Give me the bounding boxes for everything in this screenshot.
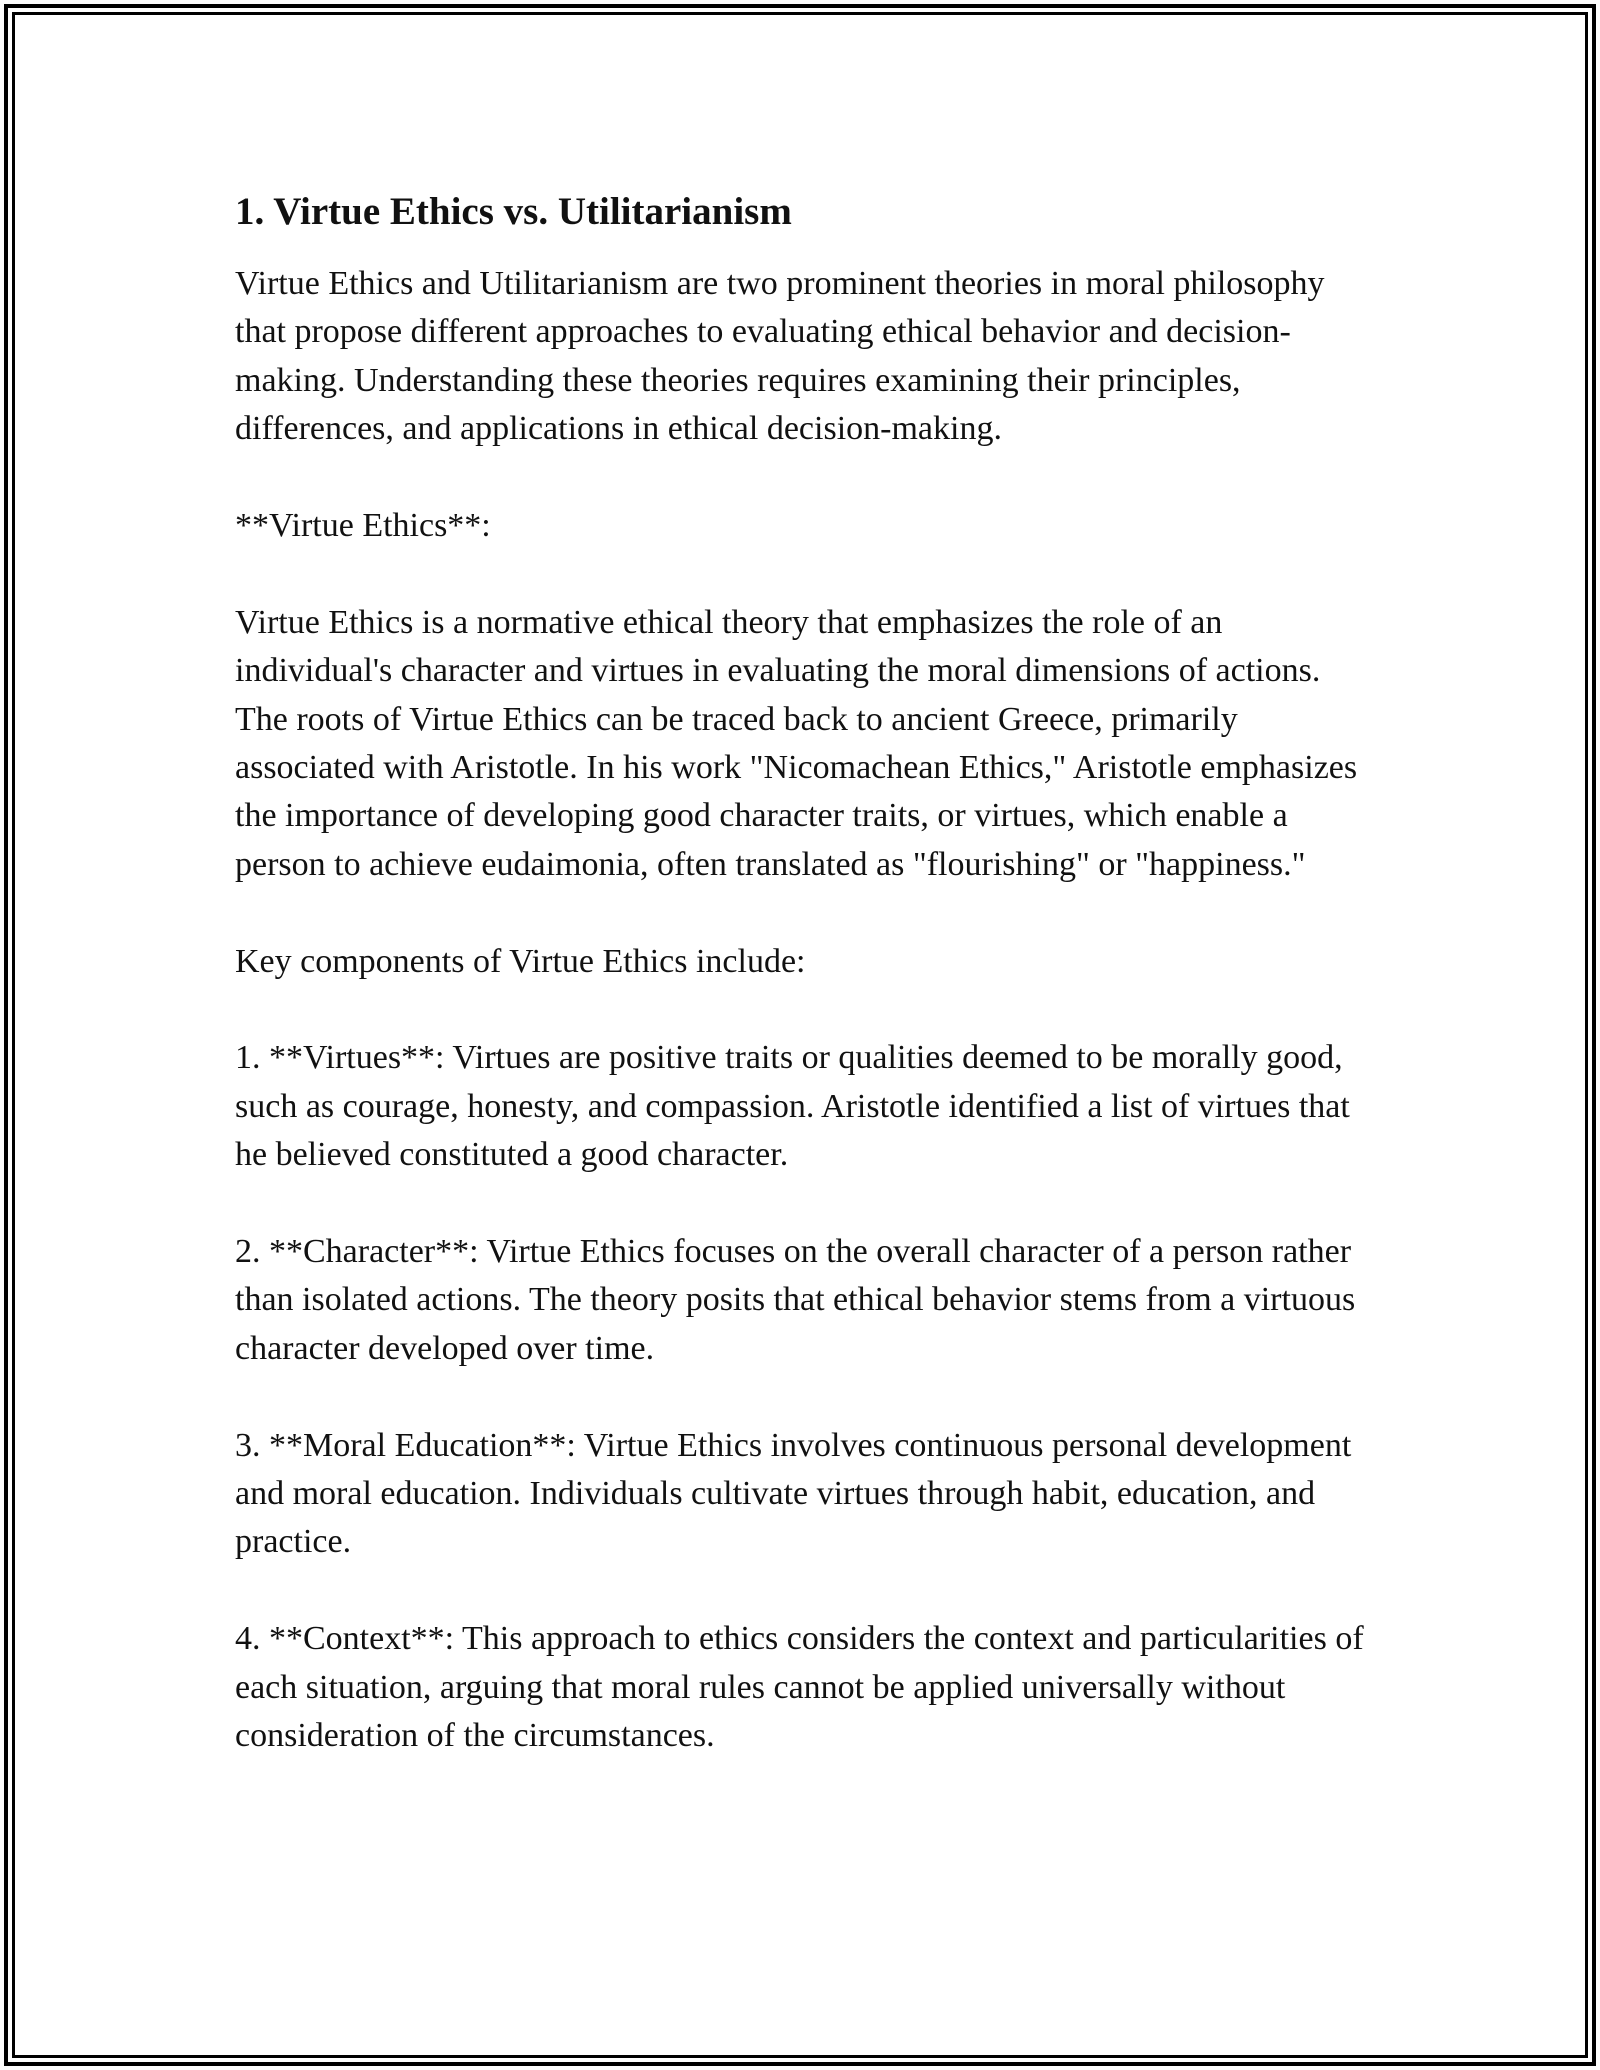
document-title: 1. Virtue Ethics vs. Utilitarianism: [235, 190, 792, 233]
intro-paragraph: Virtue Ethics and Utilitarianism are two prominent theories in moral philosophy that propose different approaches to evaluating ethical behavior and decision-making. Understanding these theories requires examining their principles, differences, and applications in ethical decision-making.: [235, 265, 1325, 448]
virtue-ethics-paragraph: Virtue Ethics is a normative ethical theory that emphasizes the role of an individual's character and virtues in evaluating the moral dimensions of actions. The roots of Virtue Ethics can be traced back to ancient Greece, primarily associated with Aristotle. In his work "Nicomachean Ethics," Aristotle emphasizes the importance of developing good character traits, or virtues, which enable a person to achieve eudaimonia, often translated as "flourishing" or "happiness.": [235, 603, 1358, 883]
list-item-character: 2. **Character**: Virtue Ethics focuses on the overall character of a person rather than isolated actions. The theory posits that ethical behavior stems from a virtuous character developed over time.: [235, 1233, 1356, 1367]
key-components-intro: Key components of Virtue Ethics include:: [235, 942, 806, 980]
list-item-virtues: 1. **Virtues**: Virtues are positive traits or qualities deemed to be morally good, such as courage, honesty, and compassion. Aristotle identified a list of virtues that he believed constituted a good character.: [235, 1039, 1350, 1174]
document-body: [235, 188, 1365, 1760]
list-item-context: 4. **Context**: This approach to ethics considers the context and particularities of each situation, arguing that moral rules cannot be applied universally without consideration of the circumstances.: [235, 1620, 1364, 1755]
section-heading-virtue-ethics: **Virtue Ethics**:: [235, 507, 491, 545]
list-item-moral-education: 3. **Moral Education**: Virtue Ethics involves continuous personal development and moral education. Individuals cultivate virtues through habit, education, and practice.: [235, 1426, 1352, 1561]
